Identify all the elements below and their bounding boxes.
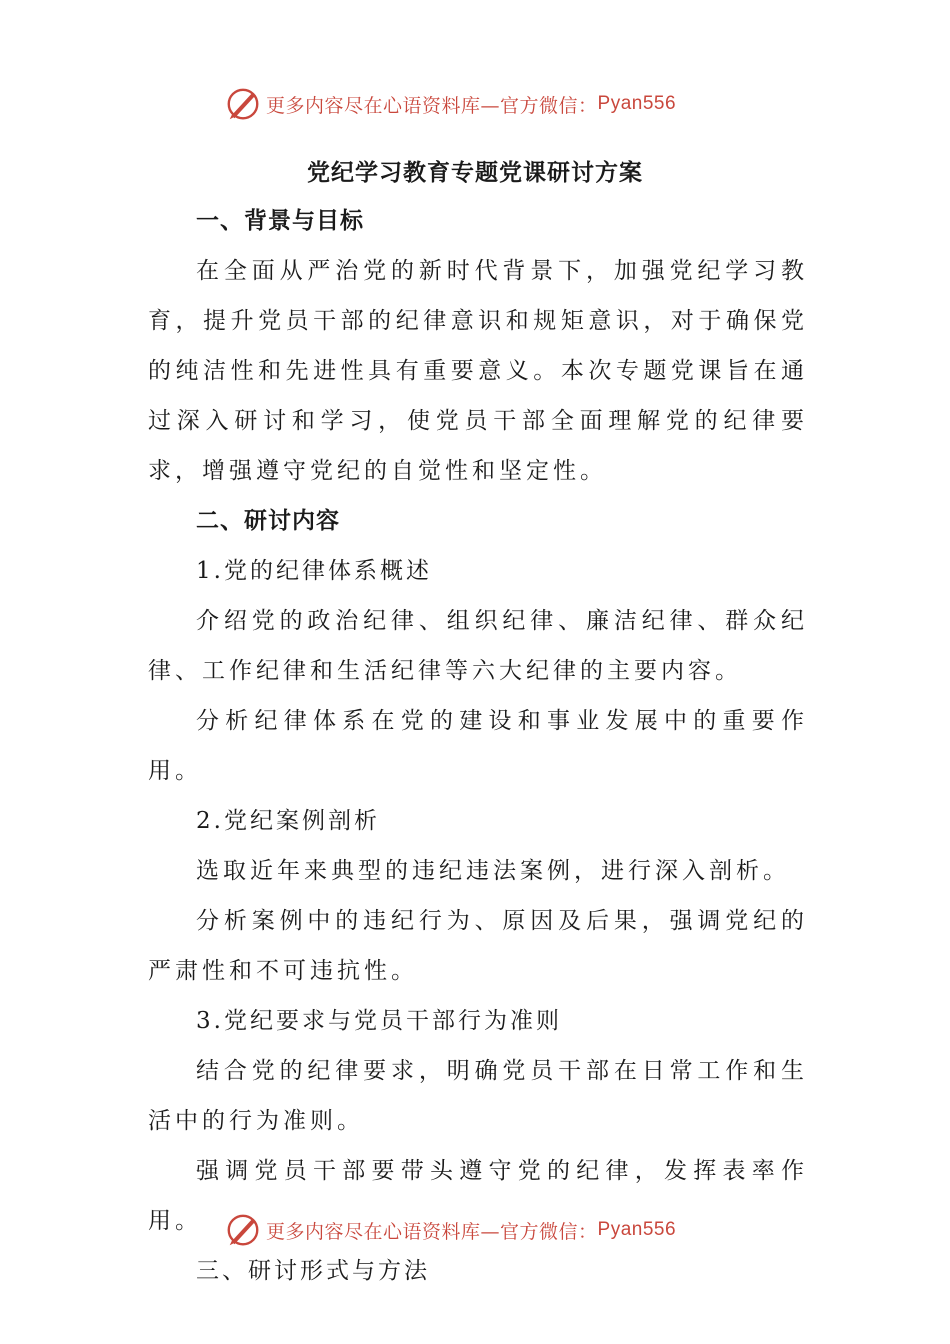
watermark-banner-top bbox=[224, 84, 724, 124]
section-paragraph: 分析纪律体系在党的建设和事业发展中的重要作用。 bbox=[148, 708, 808, 784]
section-paragraph: 结合党的纪律要求，明确党员干部在日常工作和生活中的行为准则。 bbox=[148, 1058, 808, 1134]
watermark-text: 更多内容尽在心语资料库—官方微信： bbox=[266, 1220, 598, 1243]
watermark-banner-bottom bbox=[224, 1210, 724, 1250]
section-paragraph: 介绍党的政治纪律、组织纪律、廉洁纪律、群众纪律、工作纪律和生活纪律等六大纪律的主要内容。 bbox=[148, 608, 808, 684]
section-heading: 二、研讨内容 bbox=[196, 508, 340, 534]
wechat-id: Pyan556 bbox=[597, 93, 677, 114]
section-paragraph: 强调党员干部要带头遵守党的纪律，发挥表率作用。 bbox=[148, 1158, 808, 1234]
pen-logo-icon bbox=[224, 85, 262, 123]
section-paragraph: 分析案例中的违纪行为、原因及后果，强调党纪的严肃性和不可违抗性。 bbox=[148, 908, 808, 984]
subsection-title: 1.党的纪律体系概述 bbox=[196, 558, 432, 584]
wechat-id: Pyan556 bbox=[597, 1219, 677, 1240]
subsection-title: 2.党纪案例剖析 bbox=[196, 808, 380, 834]
watermark-text: 更多内容尽在心语资料库—官方微信： bbox=[266, 94, 598, 117]
section-heading: 三、研讨形式与方法 bbox=[196, 1258, 430, 1284]
document-title: 党纪学习教育专题党课研讨方案 bbox=[307, 160, 643, 186]
subsection-title: 3.党纪要求与党员干部行为准则 bbox=[196, 1008, 562, 1034]
section-paragraph: 选取近年来典型的违纪违法案例，进行深入剖析。 bbox=[196, 858, 790, 884]
pen-logo-icon bbox=[224, 1211, 262, 1249]
document-body bbox=[148, 196, 808, 1296]
section-heading: 一、背景与目标 bbox=[196, 208, 364, 234]
section-paragraph: 在全面从严治党的新时代背景下，加强党纪学习教育，提升党员干部的纪律意识和规矩意识，对于确保党的纯洁性和先进性具有重要意义。本次专题党课旨在通过深入研讨和学习，使党员干部全面理解党的纪律要求，增强遵守党纪的自觉性和坚定性。 bbox=[148, 258, 808, 484]
